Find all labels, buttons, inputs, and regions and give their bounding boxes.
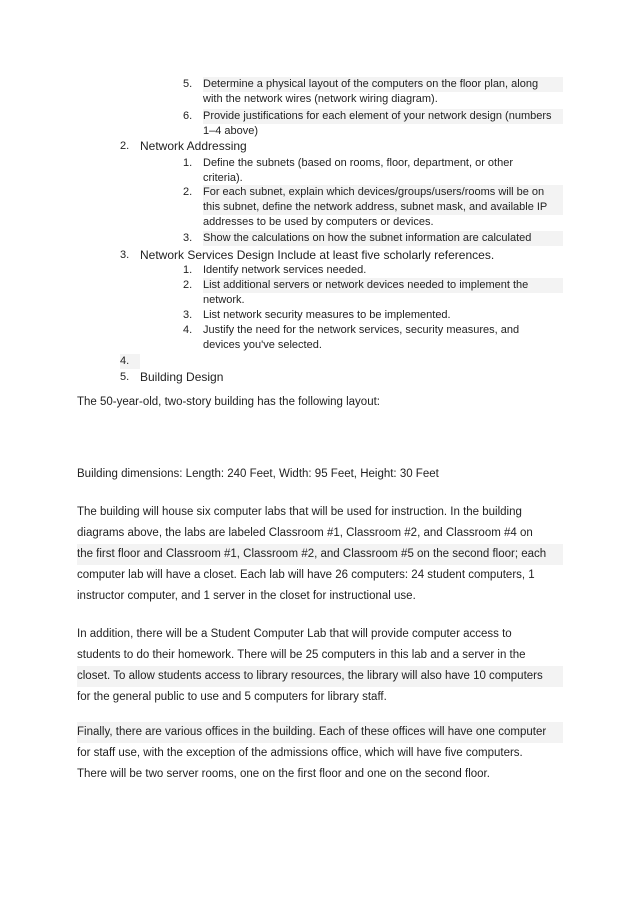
section-number: 3. xyxy=(120,249,130,261)
paragraph-line: for the general public to use and 5 computers for library staff. xyxy=(77,691,387,703)
list-line: Justify the need for the network services, security measures, and xyxy=(203,324,520,336)
list-line: 1–4 above) xyxy=(203,125,259,137)
list-line: For each subnet, explain which devices/groups/users/rooms will be on xyxy=(203,185,563,200)
list-number: 6. xyxy=(183,110,193,122)
outline-section-5 xyxy=(120,370,223,385)
list-line: network. xyxy=(203,294,245,306)
list-number: 4. xyxy=(183,324,193,336)
list-line: List additional servers or network devices needed to implement the xyxy=(203,278,563,293)
section-number: 2. xyxy=(120,140,130,152)
list-item xyxy=(183,278,563,308)
section-label: Building Design xyxy=(140,370,224,384)
list-number: 1. xyxy=(183,264,193,276)
list-line: Provide justifications for each element of your network design (numbers xyxy=(203,109,563,124)
list-line: Define the subnets (based on rooms, floor, department, or other xyxy=(203,157,514,169)
paragraph-line: There will be two server rooms, one on the first floor and one on the second floor. xyxy=(77,768,490,780)
student-lab-paragraph xyxy=(77,624,563,708)
list-item xyxy=(183,231,563,246)
list-text xyxy=(203,156,563,186)
paragraph-line: The 50-year-old, two-story building has the following layout: xyxy=(77,396,380,408)
list-number: 3. xyxy=(183,309,193,321)
paragraph-line: Finally, there are various offices in the building. Each of these offices will have one computer xyxy=(77,722,563,743)
list-item xyxy=(183,308,563,323)
list-item xyxy=(183,263,563,278)
list-text xyxy=(203,109,563,139)
list-item xyxy=(183,323,563,353)
paragraph-line: closet. To allow students access to library resources, the library will also have 10 computers xyxy=(77,666,563,687)
paragraph-line: computer lab will have a closet. Each lab will have 26 computers: 24 student computers, 1 xyxy=(77,569,535,581)
list-text xyxy=(203,263,563,278)
paragraph-line: In addition, there will be a Student Computer Lab that will provide computer access to xyxy=(77,628,512,640)
list-line: List network security measures to be implemented. xyxy=(203,309,451,321)
list-line: Identify network services needed. xyxy=(203,264,367,276)
list-text xyxy=(203,308,563,323)
section-number: 5. xyxy=(120,371,130,383)
list-item xyxy=(183,185,563,230)
paragraph-line: diagrams above, the labs are labeled Classroom #1, Classroom #2, and Classroom #4 on xyxy=(77,527,533,539)
list-line: addresses to be used by computers or devices. xyxy=(203,216,434,228)
list-line: Show the calculations on how the subnet information are calculated xyxy=(203,232,532,244)
outline-section-3 xyxy=(120,248,494,263)
list-item xyxy=(183,156,563,186)
section-number: 4. xyxy=(120,354,140,369)
list-text xyxy=(203,185,563,230)
paragraph-line: Building dimensions: Length: 240 Feet, Width: 95 Feet, Height: 30 Feet xyxy=(77,468,439,480)
list-line: Determine a physical layout of the computers on the floor plan, along xyxy=(203,77,563,92)
section-label: Network Services Design Include at least five scholarly references. xyxy=(140,248,495,262)
section-label: Network Addressing xyxy=(140,139,247,153)
list-line: this subnet, define the network address, subnet mask, and available IP xyxy=(203,200,563,215)
list-text xyxy=(203,231,563,246)
list-number: 1. xyxy=(183,157,193,169)
intro-paragraph xyxy=(77,392,563,413)
list-number: 5. xyxy=(183,78,193,90)
list-item xyxy=(183,77,563,107)
list-number: 2. xyxy=(183,279,193,291)
list-text xyxy=(203,278,563,308)
labs-paragraph xyxy=(77,502,563,607)
paragraph-line: instructor computer, and 1 server in the closet for instructional use. xyxy=(77,590,416,602)
dimensions-paragraph xyxy=(77,464,563,485)
list-number: 3. xyxy=(183,232,193,244)
list-text xyxy=(203,323,563,353)
paragraph-line: for staff use, with the exception of the admissions office, which will have five computers. xyxy=(77,747,523,759)
paragraph-line: the first floor and Classroom #1, Classroom #2, and Classroom #5 on the second floor; each xyxy=(77,544,563,565)
paragraph-line: The building will house six computer labs that will be used for instruction. In the building xyxy=(77,506,522,518)
list-text xyxy=(203,77,563,107)
outline-section-4 xyxy=(120,354,140,369)
outline-section-2 xyxy=(120,139,247,154)
list-line: with the network wires (network wiring diagram). xyxy=(203,93,438,105)
list-line: criteria). xyxy=(203,172,243,184)
list-line: devices you've selected. xyxy=(203,339,322,351)
list-number: 2. xyxy=(183,186,193,198)
offices-paragraph xyxy=(77,722,563,785)
list-item xyxy=(183,109,563,139)
paragraph-line: students to do their homework. There will be 25 computers in this lab and a server in the xyxy=(77,649,526,661)
